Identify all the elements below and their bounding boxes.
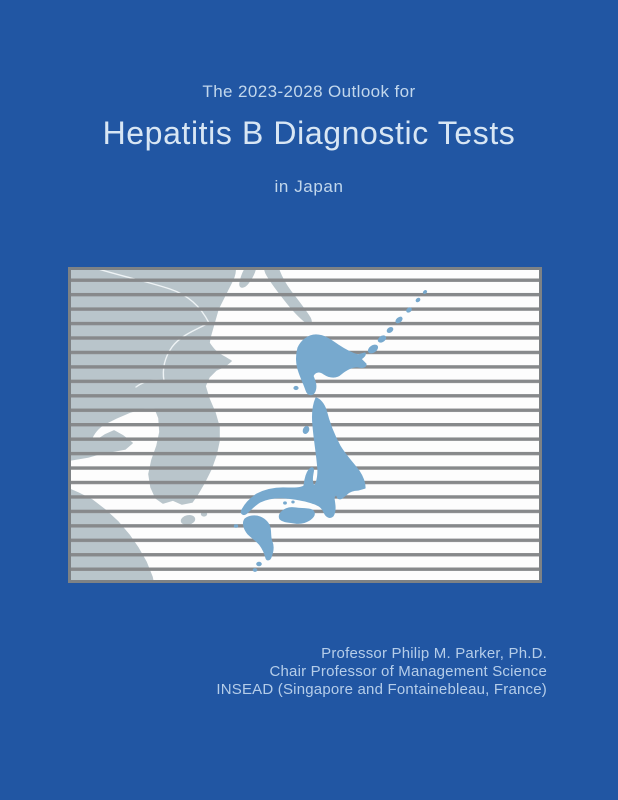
author-title: Chair Professor of Management Science [269, 663, 547, 680]
author-block [216, 645, 547, 699]
page-title: Hepatitis B Diagnostic Tests [102, 115, 516, 151]
stripe-overlay [68, 267, 542, 583]
japan-map-icon [68, 267, 542, 583]
author-name: Professor Philip M. Parker, Ph.D. [321, 645, 547, 662]
japan-map-figure [68, 267, 542, 583]
author-affiliation: INSEAD (Singapore and Fontainebleau, France) [216, 681, 547, 698]
series-title: The 2023-2028 Outlook for [202, 82, 416, 101]
region-subtitle: in Japan [274, 177, 344, 196]
